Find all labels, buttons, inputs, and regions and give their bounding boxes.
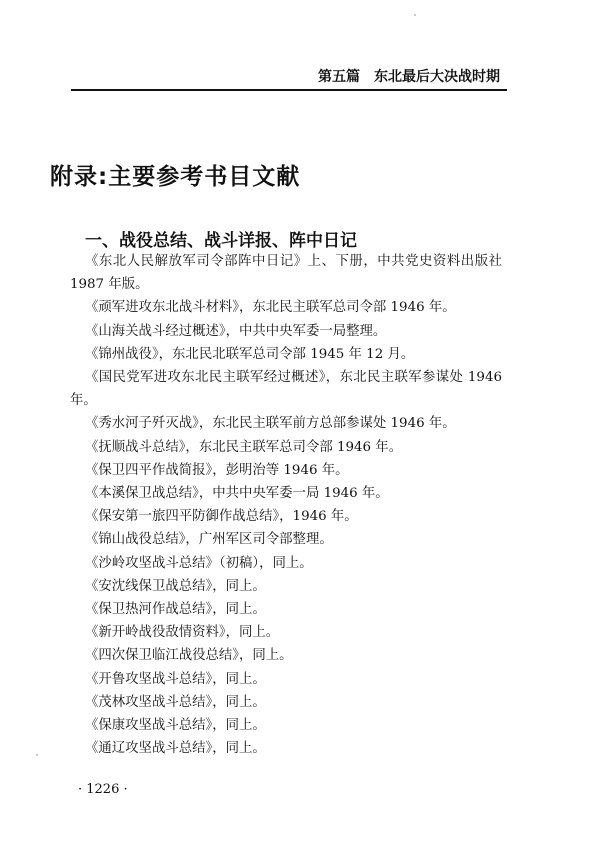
reference-entry: 《山海关战斗经过概述》，中共中央军委一局整理。 [85,323,387,339]
reference-entry: 《秀水河子歼灭战》，东北民主联军前方总部参谋处 1946 年。 [85,416,456,432]
running-head-part: 第五篇 [318,69,360,85]
reference-entry: 《保卫四平作战简报》，彭明治等 1946 年。 [85,462,349,478]
reference-entry: 《保安第一旅四平防御作战总结》，1946 年。 [85,509,358,525]
running-head [276,66,500,86]
header-rule [71,89,507,91]
section-heading: 一、战役总结、战斗详报、阵中日记 [85,231,357,251]
reference-entry: 《安沈线保卫战总结》，同上。 [85,578,266,594]
reference-entry: 《通辽攻坚战斗总结》，同上。 [85,741,266,757]
reference-list [70,250,502,760]
reference-entry: 《开鲁攻坚战斗总结》，同上。 [85,671,266,687]
reference-entry: 《东北人民解放军司令部阵中日记》上、下册，中共党史资料出版社 1987 年版。 [70,254,502,293]
running-head-title: 东北最后大决战时期 [374,69,500,85]
reference-entry: 《锦山战役总结》，广州军区司令部整理。 [85,532,333,548]
reference-entry: 《顽军进攻东北战斗材料》，东北民主联军总司令部 1946 年。 [85,300,456,316]
reference-entry: 《保卫热河作战总结》，同上。 [85,602,266,618]
reference-entry: 《抚顺战斗总结》，东北民主联军总司令部 1946 年。 [85,439,403,455]
reference-entry: 《沙岭攻坚战斗总结》（初稿），同上。 [85,555,313,571]
reference-entry: 《国民党军进攻东北民主联军经过概述》，东北民主联军参谋处 1946 年。 [70,370,502,409]
page-title: 附录:主要参考书目文献 [50,164,301,190]
reference-entry: 《本溪保卫战总结》，中共中央军委一局 1946 年。 [85,486,389,502]
reference-entry: 《保康攻坚战斗总结》，同上。 [85,718,266,734]
reference-entry: 《锦州战役》，东北民北联军总司令部 1945 年 12 月。 [85,346,415,362]
reference-entry: 《四次保卫临江战役总结》，同上。 [85,648,293,664]
reference-entry: 《茂林攻坚战斗总结》，同上。 [85,694,266,710]
reference-entry: 《新开岭战役敌情资料》，同上。 [85,625,280,641]
scan-speck [414,14,416,16]
page-number: · 1226 · [78,782,128,797]
scan-speck [36,754,38,756]
